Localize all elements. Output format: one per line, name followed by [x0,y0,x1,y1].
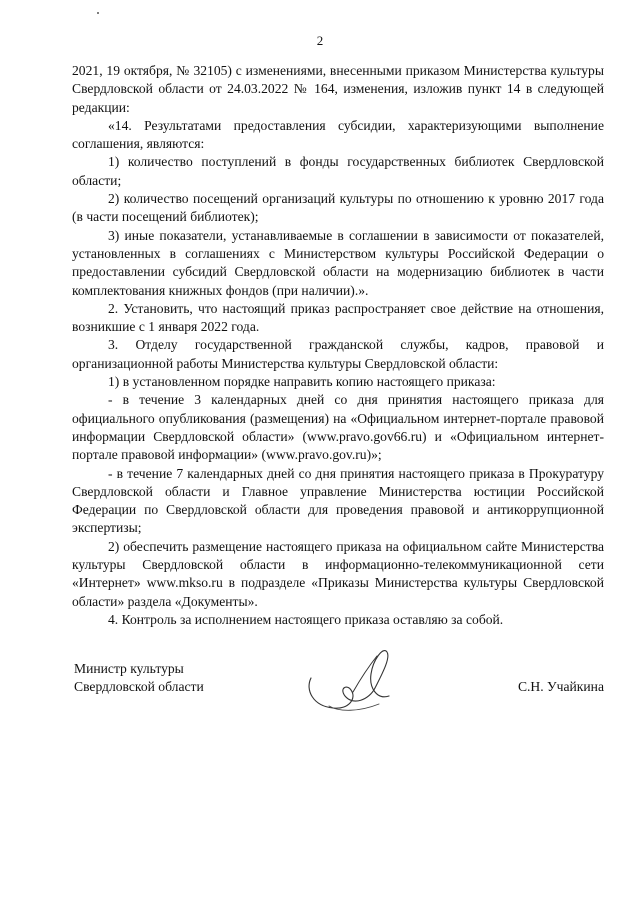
paragraph-dash-2: - в течение 7 календарных дней со дня принятия настоящего приказа в Прокуратуру Свердловской области и Главное управление Министерства юстиции Российской Федерации по Свердловской области для проведения правовой и антикоррупционной экспертизы; [72,465,604,536]
scan-speck [97,12,99,14]
signatory-title-line1: Министр культуры [74,661,184,676]
paragraph-item-3-2: 2) обеспечить размещение настоящего приказа на официальном сайте Министерства культуры Свердловской области в информационно-телекоммуникационной сети «Интернет» www.mkso.ru в подразделе «Приказы Министерства культуры Свердловской области» раздела «Документы». [72,538,604,609]
paragraph-item-4: 4. Контроль за исполнением настоящего приказа оставляю за собой. [108,611,504,627]
signatory-name: С.Н. Учайкина [517,679,604,694]
paragraph-sub-1: 1) количество поступлений в фонды государственных библиотек Свердловской области; [72,154,604,188]
paragraph-item-14: «14. Результатами предоставления субсидии, характеризующими выполнение соглашения, являются: [72,117,604,152]
paragraph-sub-2: 2) количество посещений организаций культуры по отношению к уровню 2017 года (в части посещений библиотек); [72,191,604,225]
signatory-title-line2: Свердловской области [74,679,204,694]
paragraph-item-3: 3. Отделу государственной гражданской службы, кадров, правовой и организационной работы Министерства культуры Свердловской области: [72,337,604,371]
paragraph-item-2: 2. Установить, что настоящий приказ распространяет свое действие на отношения, возникшие с 1 января 2022 года. [72,300,604,335]
paragraph-continuation: 2021, 19 октября, № 32105) с изменениями, внесенными приказом Министерства культуры Свердловской области от 24.03.2022 № 164, изменения, изложив пункт 14 в следующей редакции: [72,63,604,115]
paragraph-item-3-1: 1) в установленном порядке направить копию настоящего приказа: [108,374,496,390]
document-body [72,62,604,629]
handwritten-signature-icon [299,648,409,718]
page-number: 2 [316,33,324,48]
paragraph-dash-1: - в течение 3 календарных дней со дня принятия настоящего приказа для официального опубликования (размещения) на «Официальном интернет-портале правовой информации Свердловской области» (www.pravo.gov66.ru) и «Официальном интернет-портале правовой информации» (www.pravo.gov.ru)»; [72,392,604,463]
signatory-title [74,660,274,696]
paragraph-sub-3: 3) иные показатели, устанавливаемые в соглашении в зависимости от показателей, установленных в соглашениях с Министерством культуры Российской Федерации о предоставлении субсидий Свердловской области на модернизацию библиотек в части комплектования книжных фондов (при наличии).». [72,227,604,298]
signature-block [74,660,604,720]
